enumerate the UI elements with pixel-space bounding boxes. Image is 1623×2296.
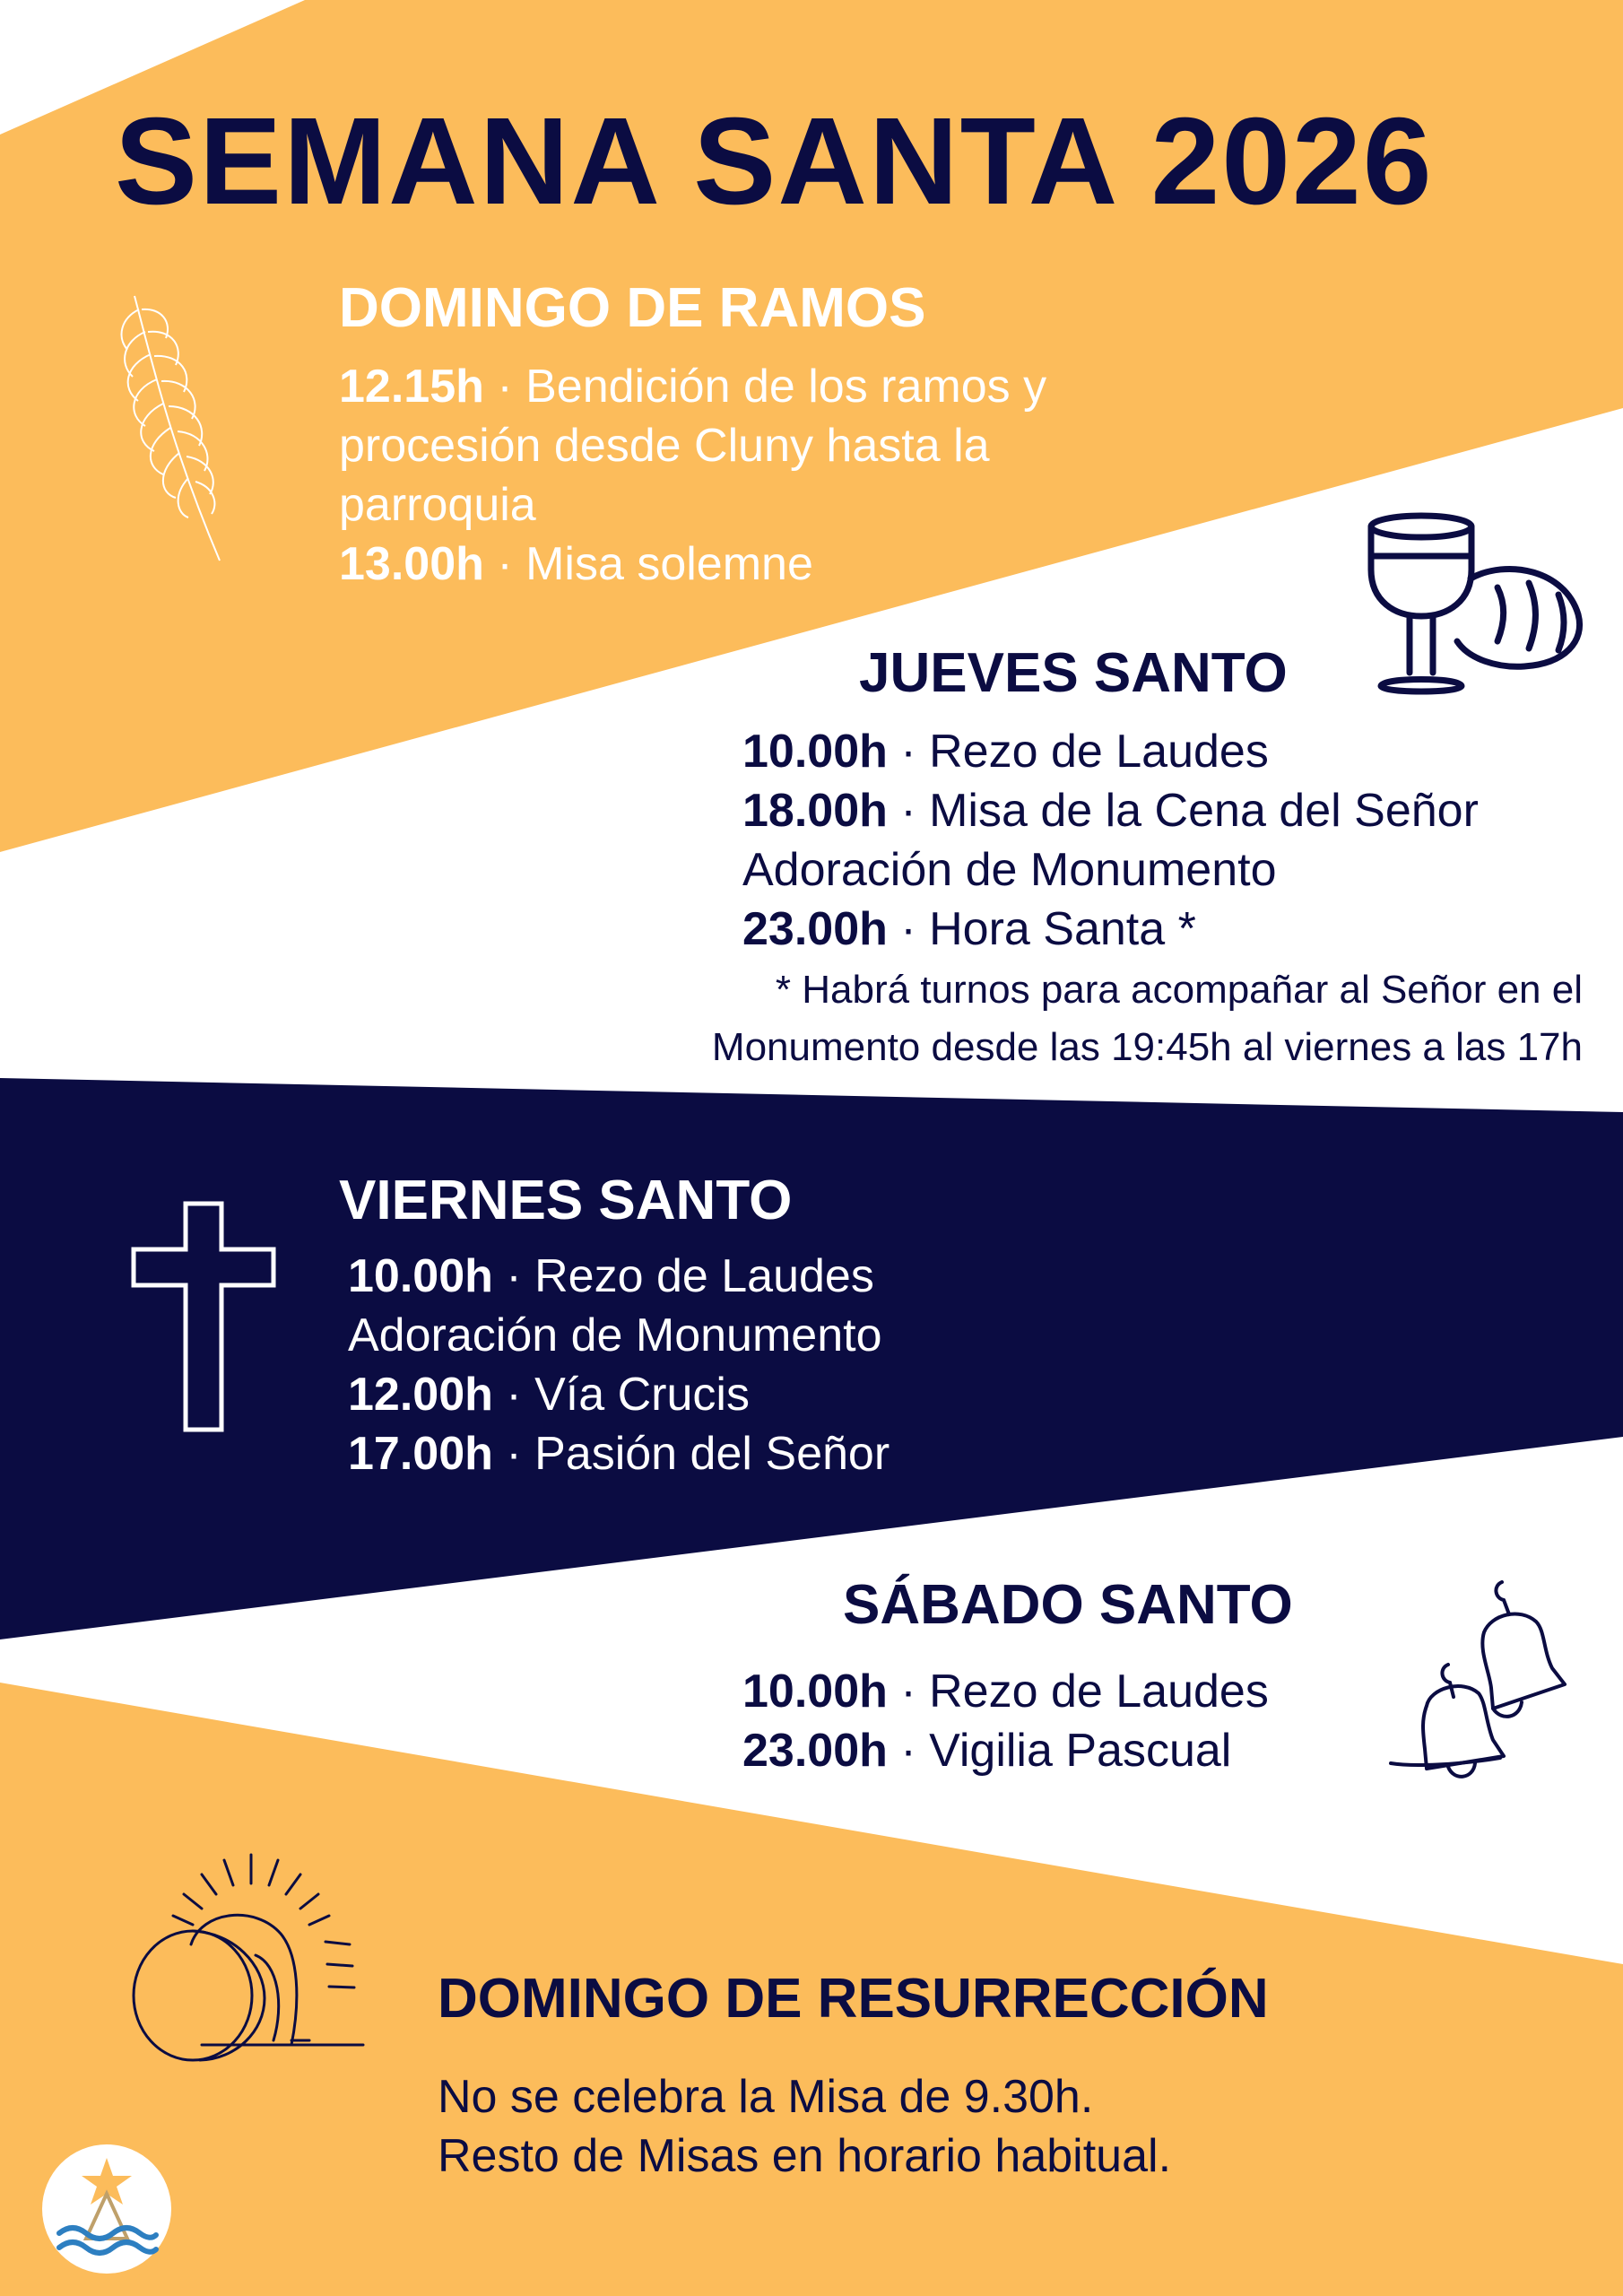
schedule-line [742, 840, 1479, 900]
parish-logo-icon [30, 2133, 183, 2285]
schedule-time: 10.00h [742, 726, 888, 778]
schedule-text: · Vigilia Pascual [887, 1725, 1232, 1777]
schedule-time: 17.00h [348, 1428, 493, 1480]
schedule-text: · Rezo de Laudes [887, 1665, 1269, 1718]
schedule-line [339, 535, 1046, 594]
schedule-jueves-santo [742, 722, 1479, 959]
bells-icon [1385, 1578, 1583, 1794]
heading-domingo-ramos: DOMINGO DE RAMOS [339, 277, 926, 339]
schedule-text: Adoración de Monumento [348, 1309, 882, 1361]
cross-icon [130, 1200, 278, 1433]
schedule-time: 12.00h [348, 1369, 493, 1421]
schedule-line [348, 1424, 890, 1483]
schedule-text: · Vía Crucis [492, 1369, 750, 1421]
schedule-line [339, 357, 1046, 416]
schedule-text: parroquia [339, 479, 536, 531]
schedule-time: 10.00h [348, 1250, 493, 1302]
note-line: * Habrá turnos para acompañar al Señor en el [775, 968, 1583, 1012]
schedule-domingo-resurreccion [438, 2067, 1171, 2186]
heading-sabado-santo: SÁBADO SANTO [843, 1574, 1293, 1636]
note-line: Monumento desde las 19:45h al viernes a las 17h [711, 1025, 1583, 1069]
schedule-line [348, 1306, 890, 1365]
schedule-line [742, 722, 1479, 781]
schedule-text: · Bendición de los ramos y [483, 361, 1047, 413]
schedule-line [742, 1721, 1269, 1780]
schedule-text: · Rezo de Laudes [887, 726, 1269, 778]
schedule-text: No se celebra la Misa de 9.30h. [438, 2071, 1094, 2123]
note-jueves-santo [712, 961, 1583, 1076]
heading-viernes-santo: VIERNES SANTO [339, 1170, 793, 1231]
schedule-time: 10.00h [742, 1665, 888, 1718]
schedule-time: 12.15h [339, 361, 484, 413]
schedule-line [438, 2067, 1171, 2126]
schedule-line [348, 1365, 890, 1424]
schedule-text: · Hora Santa * [887, 903, 1196, 955]
schedule-text: · Misa solemne [483, 538, 813, 590]
schedule-line [339, 475, 1046, 535]
schedule-line [339, 416, 1046, 475]
schedule-time: 23.00h [742, 903, 888, 955]
schedule-line [438, 2126, 1171, 2186]
schedule-domingo-ramos [339, 357, 1046, 594]
schedule-text: · Misa de la Cena del Señor [887, 785, 1479, 837]
schedule-text: · Pasión del Señor [492, 1428, 890, 1480]
schedule-line [742, 1662, 1269, 1721]
schedule-text: procesión desde Cluny hasta la [339, 420, 990, 472]
palm-leaf-icon [99, 283, 251, 570]
schedule-text: Resto de Misas en horario habitual. [438, 2130, 1172, 2182]
schedule-line [742, 900, 1479, 959]
schedule-line [742, 781, 1479, 840]
chalice-bread-icon [1363, 507, 1587, 709]
schedule-text: · Rezo de Laudes [492, 1250, 874, 1302]
schedule-text: Adoración de Monumento [742, 844, 1277, 896]
schedule-time: 23.00h [742, 1725, 888, 1777]
schedule-viernes-santo [348, 1247, 890, 1483]
heading-jueves-santo: JUEVES SANTO [859, 642, 1288, 704]
heading-domingo-resurreccion: DOMINGO DE RESURRECCIÓN [438, 1968, 1269, 2030]
schedule-sabado-santo [742, 1662, 1269, 1780]
page-title: SEMANA SANTA 2026 [115, 92, 1434, 230]
schedule-line [348, 1247, 890, 1306]
schedule-time: 18.00h [742, 785, 888, 837]
schedule-time: 13.00h [339, 538, 484, 590]
empty-tomb-icon [130, 1848, 372, 2081]
